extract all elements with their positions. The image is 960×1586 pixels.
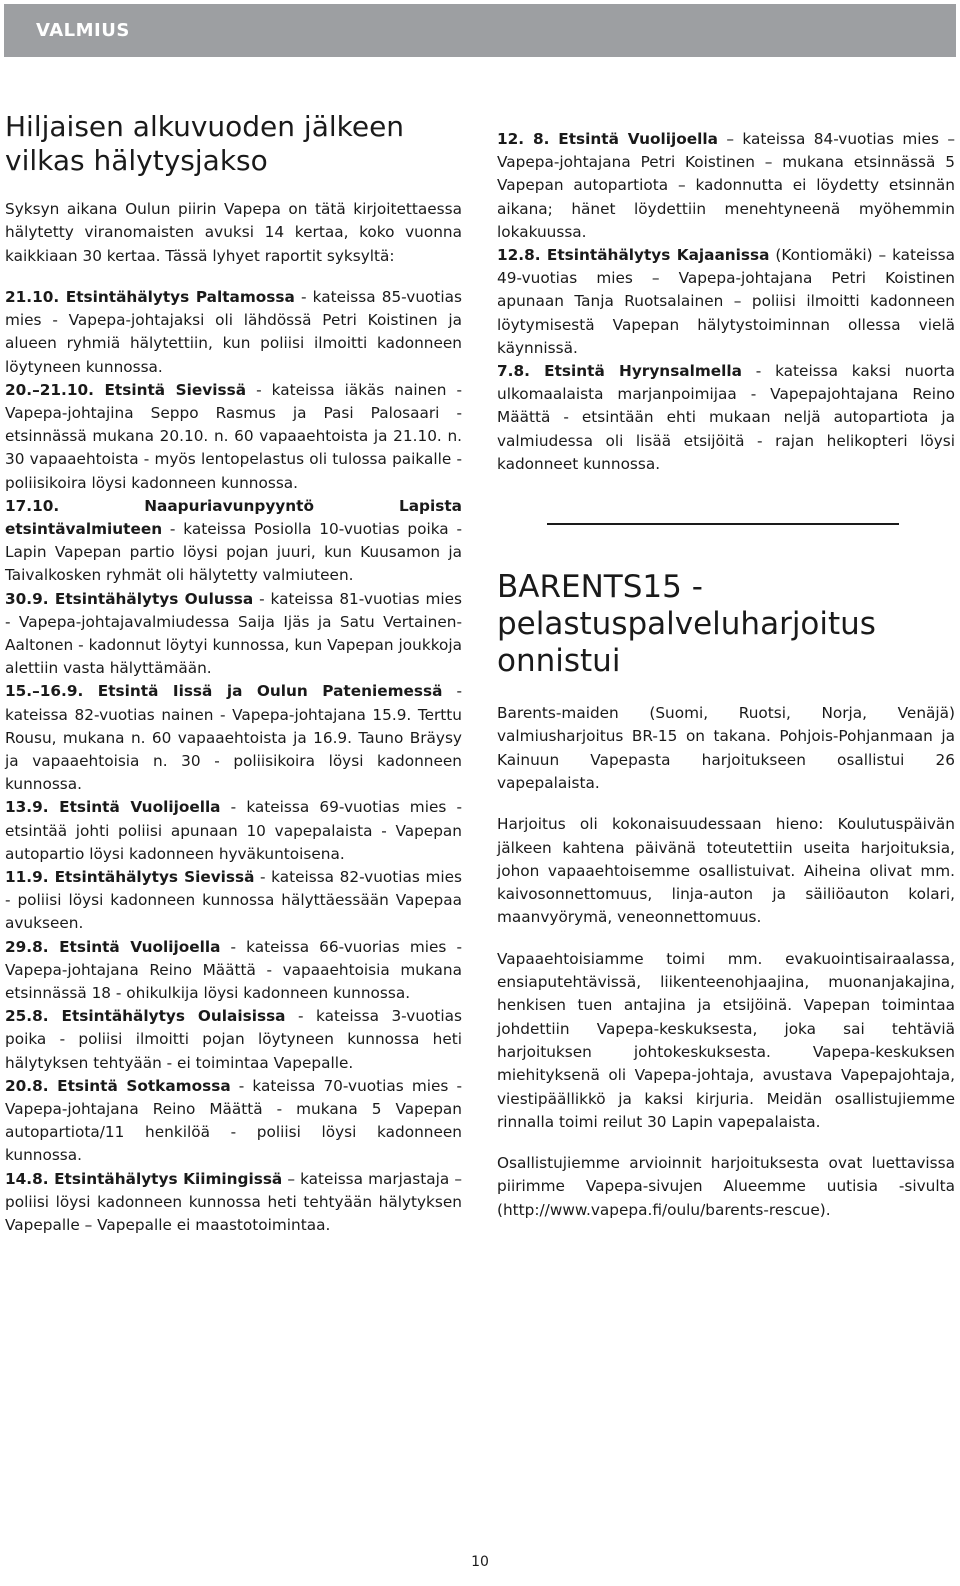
incident-heading: 7.8. Etsintä Hyrynsalmella — [497, 362, 742, 381]
incident-text: - kateissa Posiolla 10-vuotias poika - Lapin Vapepan partio löysi pojan juuri, kun Kuusamon ja Taivalkosken ryhmät oli hälytetty valmiuteen. — [5, 519, 462, 585]
incident-heading: 15.–16.9. Etsintä Iissä ja Oulun Pateniemessä — [5, 682, 443, 701]
incident-entry — [497, 244, 955, 360]
incident-entry — [5, 1005, 462, 1075]
section-divider — [547, 523, 899, 525]
incident-text: - kateissa 82-vuotias nainen - Vapepa-johtajana 15.9. Terttu Rousu, mukana n. 60 vapaaehtoista ja 16.9. Tauno Bräysy ja vapaaehtoisia n. 30 - poliisikoira löysi kadonneen kunnossa. — [5, 682, 462, 794]
incident-entry — [5, 866, 462, 936]
incident-heading: 20.–21.10. Etsintä Sievissä — [5, 380, 247, 399]
incident-heading: 29.8. Etsintä Vuolijoella — [5, 937, 221, 956]
incident-text: – kateissa marjastaja – poliisi löysi kadonneen kunnossa heti tehtyään hälytyksen Vapepalle – Vapepalle ei maastotoimintaa. — [5, 1169, 462, 1235]
incident-text: - kateissa 81-vuotias mies - Vapepa-johtajavalmiudessa Saija Ijäs ja Satu Vertainen-Aaltonen - kadonnut löytyi kunnossa, kun Vapepan joukkoja alettiin vasta hälyttämään. — [5, 589, 462, 678]
incident-text: - kateissa 66-vuorias mies - Vapepa-johtajana Reino Määttä - vapaaehtoisia mukana etsinnässä 18 - ohikulkija löysi kadonneen kunnossa. — [5, 937, 462, 1002]
incident-text: - kateissa 69-vuotias mies - etsintää johti poliisi apunaan 10 vapepalaista - Vapepan autopartio löysi kadonneen hyväkuntoisena. — [5, 798, 462, 863]
incident-heading: 25.8. Etsintähälytys Oulaisissa — [5, 1007, 286, 1026]
incident-text: (Kontiomäki) – kateissa 49-vuotias mies – Vapepa-johtajana Petri Koistinen apunaan Tanja Ruotsalainen – poliisi ilmoitti kadonneen löytymisestä Vapepan hälytystoiminnan ollessa vielä käynnissä. — [497, 246, 956, 357]
incident-heading: 12. 8. Etsintä Vuolijoella — [497, 130, 718, 148]
incident-entry — [5, 680, 462, 796]
section-header-bar — [4, 4, 956, 57]
incident-text: - kateissa 3-vuotias poika - poliisi ilmoitti pojan löytyneen kunnossa heti hälytyksen tehtyään - ei toimintaa Vapepalle. — [5, 1007, 462, 1072]
section-label: VALMIUS — [36, 20, 130, 41]
incident-text: - kateissa 85-vuotias mies - Vapepa-johtajaksi oli lähdössä Petri Koistinen ja alueen ryhmiä hälytettiin, kun poliisi ilmoitti kadonneen löytyneen kunnossa. — [5, 287, 462, 376]
incident-heading: 21.10. Etsintähälytys Paltamossa — [5, 287, 295, 306]
page-number: 10 — [471, 1554, 489, 1570]
incident-heading: 11.9. Etsintähälytys Sievissä — [5, 867, 255, 886]
incident-heading: 13.9. Etsintä Vuolijoella — [5, 798, 221, 817]
incident-list-continued — [497, 128, 955, 476]
article-title: Hiljaisen alkuvuoden jälkeen vilkas hälytysjakso — [5, 110, 405, 177]
incident-entry — [5, 1075, 462, 1168]
incident-entry — [5, 286, 462, 379]
incident-text: - kateissa 82-vuotias mies - poliisi löysi kadonneen kunnossa hälyttäessään Vapepaa avukseen. — [5, 867, 462, 933]
right-column — [497, 128, 955, 1240]
left-column — [5, 110, 462, 1237]
incident-entry — [497, 128, 955, 244]
incident-heading: 30.9. Etsintähälytys Oulussa — [5, 589, 254, 608]
incident-heading: 14.8. Etsintähälytys Kiimingissä — [5, 1169, 283, 1188]
incident-text: - kateissa kaksi nuorta ulkomaalaista marjanpoimijaa - Vapepajohtajana Reino Määttä - etsintään ehti mukaan neljä autopartiota ja valmiudessa oli lisää etsijöitä - rajan helikopteri löysi kadonneet kunnossa. — [497, 362, 956, 473]
barents-paragraph: Barents-maiden (Suomi, Ruotsi, Norja, Venäjä) valmiusharjoitus BR-15 on takana. Pohjois-Pohjanmaan ja Kainuun Vapepasta harjoitukseen osallistui 26 vapepalaista. — [497, 704, 955, 792]
incident-text: – kateissa 84-vuotias mies – Vapepa-johtajana Petri Koistinen – mukana etsinnässä 5 Vapepan autopartiota – kadonnutta ei löydetty etsinnän aikana; hänet löydettiin menehtyneenä myöhemmin lokakuussa. — [497, 130, 955, 241]
article-intro: Syksyn aikana Oulun piirin Vapepa on tätä kirjoitettaessa hälytetty viranomaisten avuksi 14 kertaa, koko vuonna kaikkiaan 30 kertaa. Tässä lyhyet raportit syksyltä: — [5, 200, 462, 265]
incident-entry — [497, 360, 955, 476]
barents-article-title: BARENTS15 -pelastuspalveluharjoitus onnistui — [497, 569, 876, 680]
incident-entry — [5, 936, 462, 1006]
incident-entry — [5, 588, 462, 681]
incident-heading: 20.8. Etsintä Sotkamossa — [5, 1076, 231, 1095]
incident-entry — [5, 1168, 462, 1238]
incident-heading: 17.10. Naapuriavunpyyntö Lapista etsintävalmiuteen — [5, 496, 462, 538]
incident-entry — [5, 796, 462, 866]
barents-paragraph: Harjoitus oli kokonaisuudessaan hieno: Koulutuspäivän jälkeen kahtena päivänä toteutettiin useita harjoituksia, johon vapaaehtoisemme osallistuivat. Aiheina olivat mm. kaivosonnettomuus, linja-auton ja säiliöauton kolari, maanvyörymä, veneonnettomuus. — [497, 815, 955, 927]
incident-entry — [5, 495, 462, 588]
incident-text: - kateissa iäkäs nainen - Vapepa-johtajina Seppo Rasmus ja Pasi Palosaari - etsinnässä mukana 20.10. n. 60 vapaaehtoista ja 21.10. n. 30 vapaaehtoista - myös lentopelastus oli tulossa paikalle - poliisikoira löysi kadonneen kunnossa. — [5, 380, 462, 492]
barents-paragraph: Osallistujiemme arvioinnit harjoituksesta ovat luettavissa piirimme Vapepa-sivujen Alueemme uutisia -sivulta (http://www.vapepa.fi/oulu/barents-rescue). — [497, 1154, 955, 1219]
incident-list — [5, 286, 462, 1237]
incident-text: - kateissa 70-vuotias mies - Vapepa-johtajana Reino Määttä - mukana 5 Vapepan autopartiota/11 henkilöä - poliisi löysi kadonneen kunnossa. — [5, 1076, 462, 1165]
incident-entry — [5, 379, 462, 495]
incident-heading: 12.8. Etsintähälytys Kajaanissa — [497, 246, 770, 265]
barents-paragraph: Vapaaehtoisiamme toimi mm. evakuointisairaalassa, ensiaputehtävissä, liikenteenohjaajina, muonanjakajina, henkisen tuen antajina ja etsijöinä. Vapepan toimintaa johdettiin Vapepa-keskuksesta, joka sai tehtäviä harjoituksen johtokeskuksesta. Vapepa-keskuksen miehityksenä oli Vapepa-johtaja, avustava Vapepajohtaja, viestipäällikkö ja kaksi kirjuria. Meidän osallistujiemme rinnalla toimi reilut 30 Lapin vapepalaista. — [497, 949, 955, 1131]
